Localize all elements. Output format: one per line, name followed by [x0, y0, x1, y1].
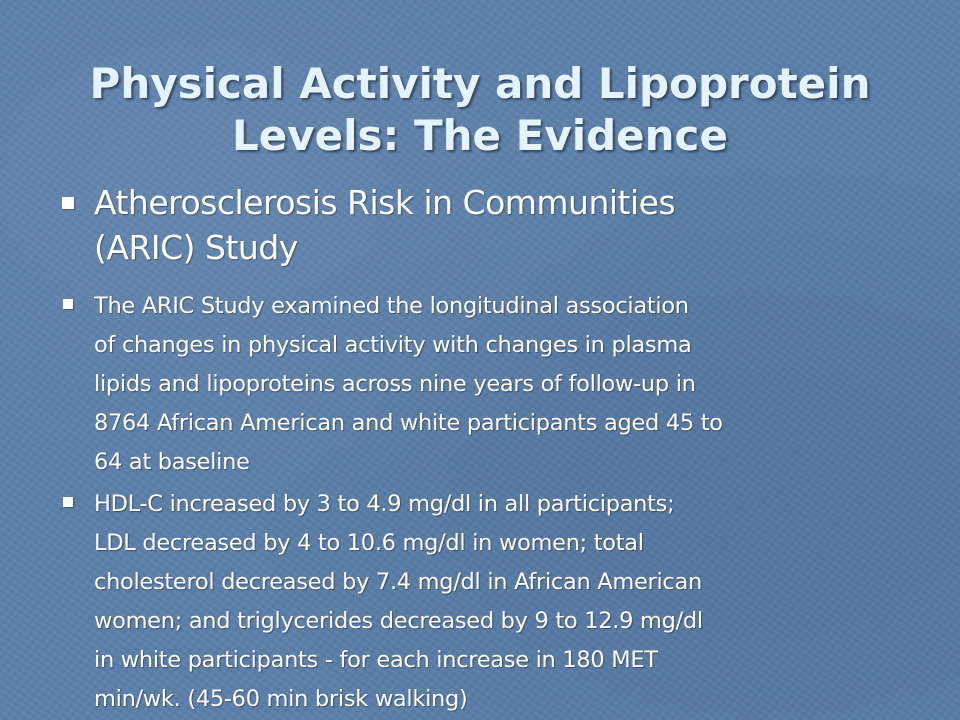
- bullet-text: Atherosclerosis Risk in Communities (ARIC) Study: [94, 183, 676, 267]
- bullet-aric-study: [62, 180, 902, 270]
- bullet-text: The ARIC Study examined the longitudinal association of changes in physical activity with changes in plasma lipids and lipoproteins across nine years of follow-up in 8764 African American and white participants aged 45 to 64 at baseline: [94, 293, 723, 475]
- square-bullet-icon: [63, 299, 73, 309]
- bullet-aric-description: [62, 287, 912, 482]
- bullet-text: HDL-C increased by 3 to 4.9 mg/dl in all participants; LDL decreased by 4 to 10.6 mg/dl in women; total cholesterol decreased by 7.4 mg/dl in African American women; and triglycerides decreased by 9 to 12.9 mg/dl in white participants - for each increase in 180 MET min/wk. (45-60 min brisk walking): [94, 491, 703, 712]
- square-bullet-icon: [62, 197, 74, 209]
- slide-title-line-1: Physical Activity and Lipoprotein: [89, 59, 871, 108]
- bullet-aric-results: [62, 485, 912, 719]
- slide-title-line-2: Levels: The Evidence: [232, 111, 728, 160]
- square-bullet-icon: [63, 497, 73, 507]
- slide-title: [40, 58, 920, 162]
